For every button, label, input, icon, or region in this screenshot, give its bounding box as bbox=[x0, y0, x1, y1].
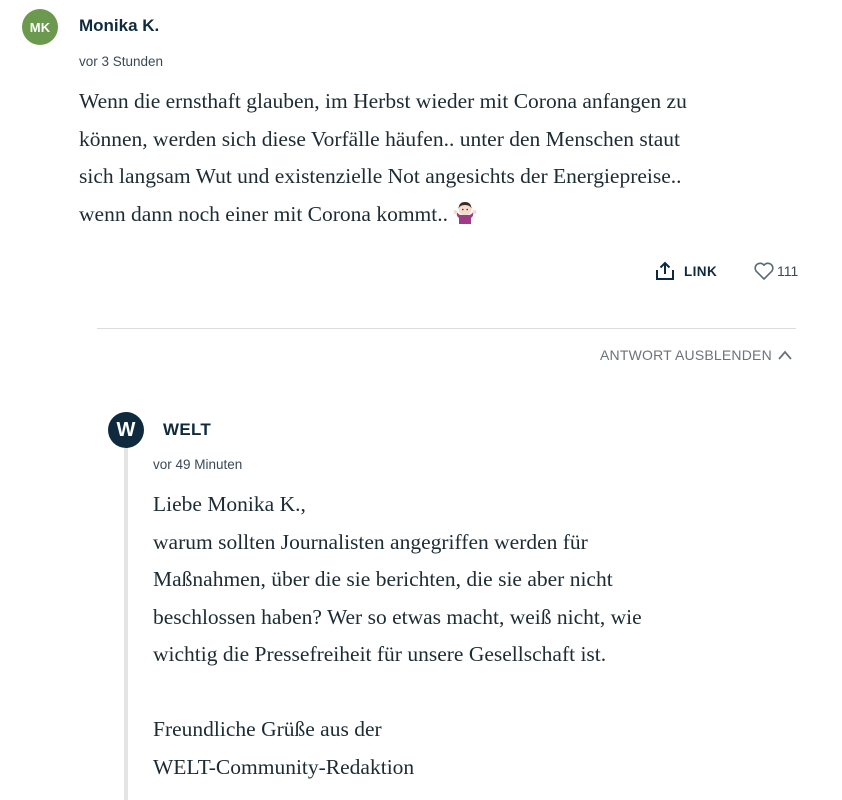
comment-actions bbox=[0, 260, 842, 284]
reply-line: Maßnahmen, über die sie berichten, die sie aber nicht bbox=[153, 567, 613, 591]
link-button[interactable] bbox=[654, 260, 717, 282]
chevron-up-icon bbox=[777, 349, 793, 361]
reply-closing-line: WELT-Community-Redaktion bbox=[153, 754, 415, 779]
avatar[interactable]: MK bbox=[22, 9, 58, 45]
divider bbox=[97, 328, 796, 329]
paragraph-gap bbox=[153, 674, 773, 712]
hide-replies-button[interactable] bbox=[600, 347, 793, 363]
share-icon bbox=[654, 260, 676, 282]
like-count: 111 bbox=[777, 263, 799, 279]
reply-line: warum sollten Journalisten angegriffen werden für bbox=[153, 529, 588, 554]
comment-line-last bbox=[79, 196, 759, 234]
comment-line-text: wenn dann noch einer mit Corona kommt.. bbox=[79, 201, 449, 226]
reply-body bbox=[153, 486, 773, 786]
heart-icon bbox=[753, 260, 775, 282]
like-button[interactable] bbox=[753, 260, 798, 282]
hide-replies-label: ANTWORT AUSBLENDEN bbox=[600, 347, 772, 363]
reply-line: wichtig die Pressefreiheit für unsere Gesellschaft ist. bbox=[153, 642, 607, 666]
comment-line: sich langsam Wut und existenzielle Not angesichts der Energiepreise.. bbox=[79, 164, 682, 188]
reply-line: Liebe Monika K., bbox=[153, 492, 306, 516]
comment-author[interactable]: Monika K. bbox=[79, 16, 160, 35]
comment-timestamp: vor 3 Stunden bbox=[79, 54, 164, 69]
reply-closing-line: Freundliche Grüße aus der bbox=[153, 717, 382, 741]
reply-author[interactable]: WELT bbox=[163, 420, 212, 439]
comment-line: Wenn die ernsthaft glauben, im Herbst wieder mit Corona anfangen zu bbox=[79, 89, 687, 113]
person-shrugging-emoji-icon bbox=[452, 200, 478, 226]
reply-thread-line bbox=[124, 448, 128, 800]
comment-body bbox=[79, 83, 759, 233]
comment-line: können, werden sich diese Vorfälle häufen.. unter den Menschen staut bbox=[79, 126, 681, 151]
link-label: LINK bbox=[684, 263, 718, 279]
reply-timestamp: vor 49 Minuten bbox=[153, 457, 243, 472]
reply-avatar[interactable]: W bbox=[108, 412, 144, 448]
reply-line: beschlossen haben? Wer so etwas macht, weiß nicht, wie bbox=[153, 604, 642, 629]
